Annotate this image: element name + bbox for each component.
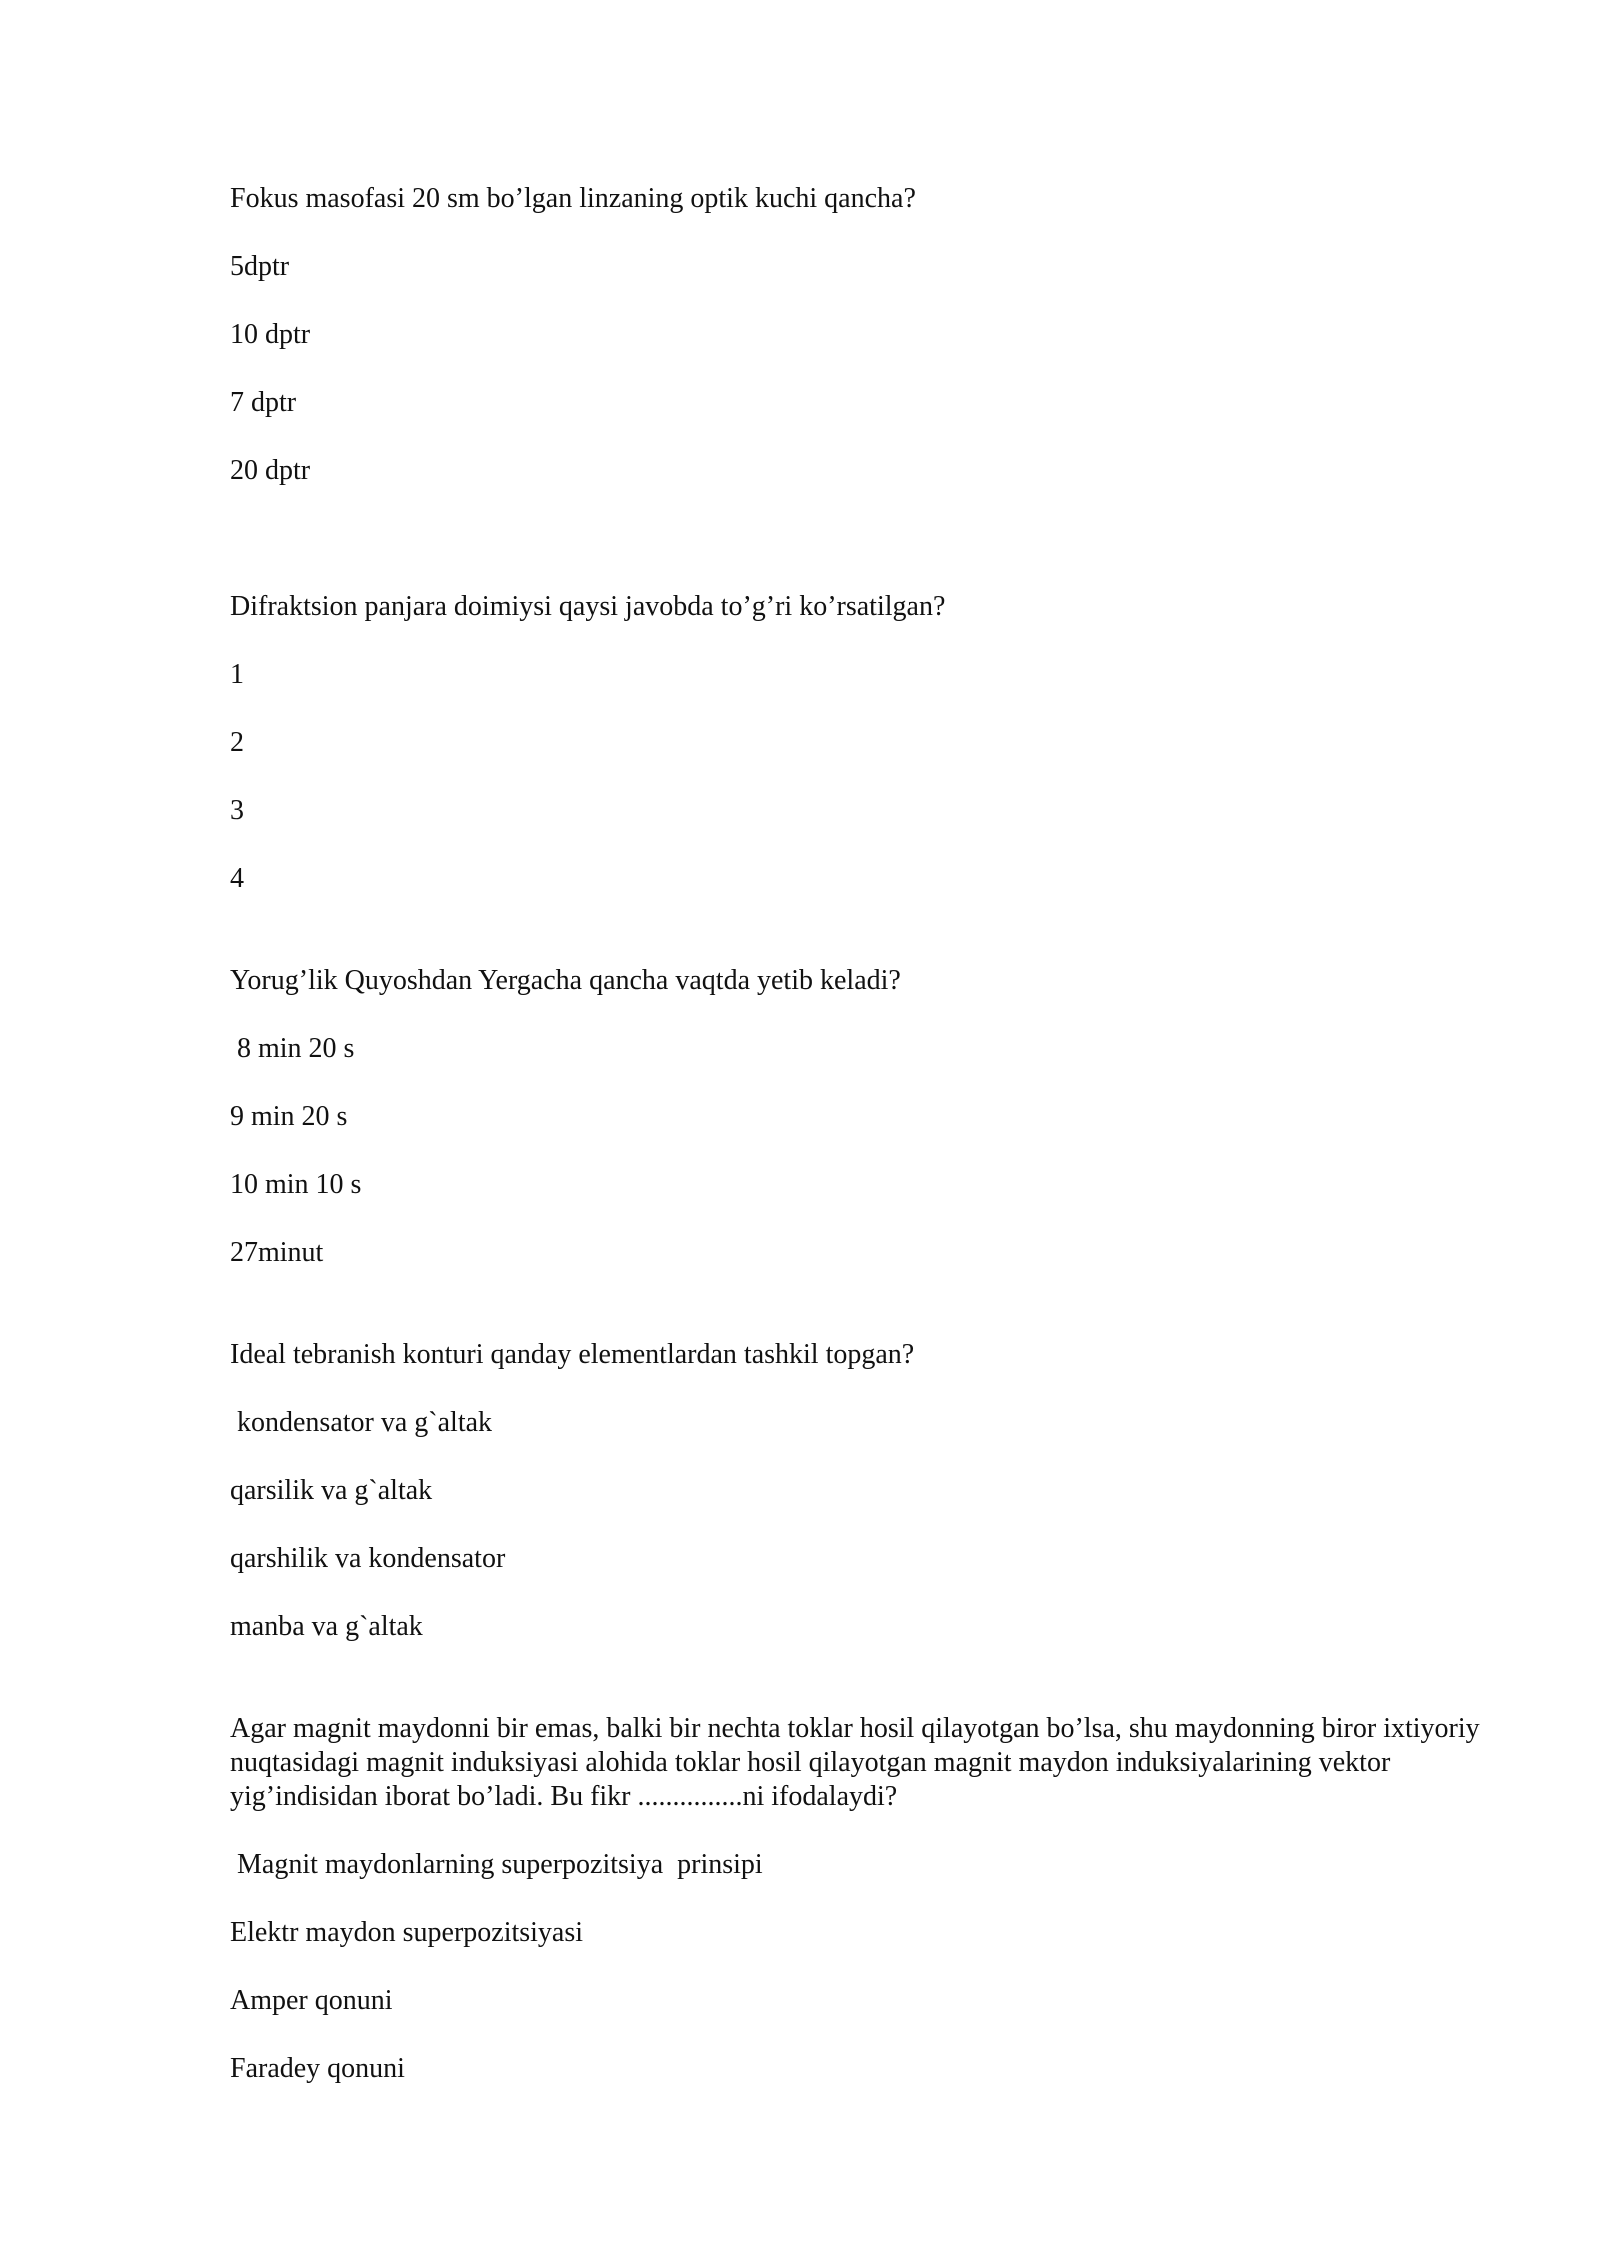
answer-option: 8 min 20 s bbox=[230, 1033, 355, 1064]
question-block bbox=[230, 590, 1530, 896]
answer-option: 10 min 10 s bbox=[230, 1169, 362, 1200]
answer-option: 2 bbox=[230, 727, 244, 758]
answer-option: 9 min 20 s bbox=[230, 1101, 348, 1132]
answer-option: manba va g`altak bbox=[230, 1611, 423, 1642]
answer-option: Faradey qonuni bbox=[230, 2053, 405, 2084]
answer-option: 10 dptr bbox=[230, 319, 311, 350]
question-block bbox=[230, 964, 1530, 1270]
question-block bbox=[230, 1338, 1530, 1644]
answer-option: qarshilik va kondensator bbox=[230, 1543, 506, 1574]
answer-option: 5dptr bbox=[230, 251, 290, 282]
answer-option: 20 dptr bbox=[230, 455, 311, 486]
question-block bbox=[230, 182, 1530, 488]
answer-option: Elektr maydon superpozitsiyasi bbox=[230, 1917, 584, 1948]
answer-option: Magnit maydonlarning superpozitsiya prinsipi bbox=[230, 1849, 763, 1880]
question-text: Fokus masofasi 20 sm bo’lgan linzaning optik kuchi qancha? bbox=[230, 183, 916, 214]
answer-option: 27minut bbox=[230, 1237, 324, 1268]
question-block bbox=[230, 1712, 1530, 2086]
question-text: Difraktsion panjara doimiysi qaysi javobda to’g’ri ko’rsatilgan? bbox=[230, 591, 946, 622]
question-text: Ideal tebranish konturi qanday elementlardan tashkil topgan? bbox=[230, 1339, 915, 1370]
answer-option: Amper qonuni bbox=[230, 1985, 393, 2016]
document-page bbox=[230, 182, 1530, 2086]
question-text: Agar magnit maydonni bir emas, balki bir nechta toklar hosil qilayotgan bo’lsa, shu maydonning biror ixtiyoriy nuqtasidagi magnit induksiyasi alohida toklar hosil qilayotgan magnit maydon induksiyalarining vektor yig’indisidan iborat bo’ladi. Bu fikr ...............ni ifodalaydi? bbox=[230, 1713, 1480, 1812]
answer-option: 4 bbox=[230, 863, 244, 894]
answer-option: 1 bbox=[230, 659, 244, 690]
answer-option: 3 bbox=[230, 795, 244, 826]
question-text: Yorug’lik Quyoshdan Yergacha qancha vaqtda yetib keladi? bbox=[230, 965, 901, 996]
answer-option: 7 dptr bbox=[230, 387, 297, 418]
answer-option: qarsilik va g`altak bbox=[230, 1475, 433, 1506]
answer-option: kondensator va g`altak bbox=[230, 1407, 493, 1438]
